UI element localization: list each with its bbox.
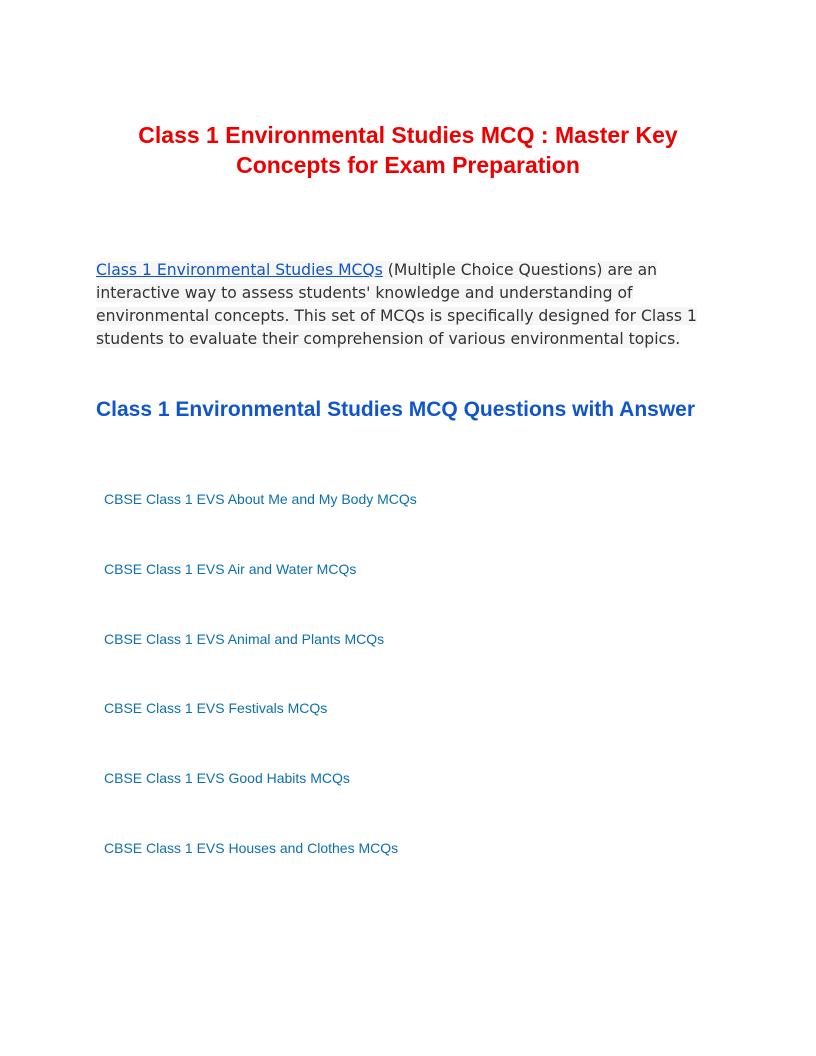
- mcq-link-festivals[interactable]: CBSE Class 1 EVS Festivals MCQs: [104, 700, 328, 717]
- section-heading: Class 1 Environmental Studies MCQ Questions with Answer: [96, 398, 696, 421]
- list-item: [104, 629, 417, 699]
- page-title: Class 1 Environmental Studies MCQ : Master Key Concepts for Exam Preparation: [138, 122, 678, 178]
- intro-link[interactable]: Class 1 Environmental Studies MCQs: [96, 261, 383, 279]
- mcq-link-air-water[interactable]: CBSE Class 1 EVS Air and Water MCQs: [104, 560, 357, 577]
- mcq-link-good-habits[interactable]: CBSE Class 1 EVS Good Habits MCQs: [104, 770, 350, 787]
- intro-text: (Multiple Choice Questions) are an interactive way to assess students' knowledge and understanding of environmental concepts. This set of MCQs is specifically designed for Class 1 students to evaluate their comprehension of various environmental topics.: [96, 261, 697, 348]
- mcq-link-animal-plants[interactable]: CBSE Class 1 EVS Animal and Plants MCQs: [104, 630, 385, 647]
- list-item: [104, 559, 417, 629]
- mcq-link-about-me[interactable]: CBSE Class 1 EVS About Me and My Body MCQs: [104, 491, 417, 507]
- mcq-link-houses-clothes[interactable]: CBSE Class 1 EVS Houses and Clothes MCQs: [104, 839, 399, 856]
- list-item: [104, 489, 417, 559]
- list-item: [104, 698, 417, 768]
- intro-paragraph: [96, 259, 724, 351]
- list-item: [104, 838, 417, 908]
- list-item: [104, 768, 417, 838]
- mcq-link-list: [104, 489, 417, 908]
